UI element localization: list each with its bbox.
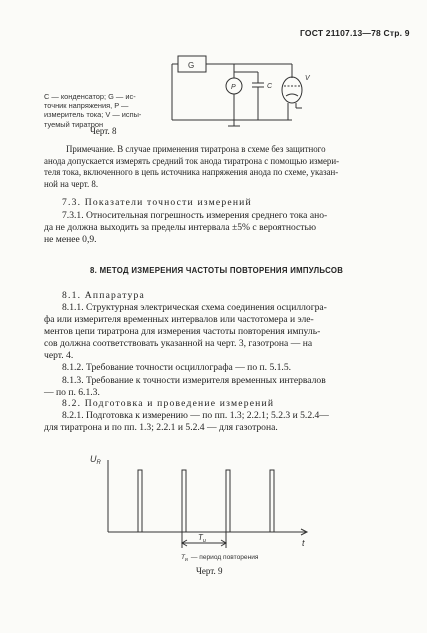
section-7-3-heading: 7.3. Показатели точности измерений xyxy=(62,197,252,208)
figure-8-circuit xyxy=(170,50,320,130)
legend-line: C — конденсатор; G — ис- xyxy=(44,92,136,101)
x-axis-label: t xyxy=(302,538,305,548)
period-label: $T_и$ xyxy=(198,533,206,544)
text-line: 7.3.1. Относительная погрешность измерения среднего тока ано- xyxy=(62,210,328,221)
legend-line: туемый тиратрон xyxy=(44,119,104,129)
text-line: да не должна выходить за пределы интервала ±5% с вероятностью xyxy=(44,222,317,234)
section-8-1-text xyxy=(44,302,327,399)
text-line: 8.1.3. Требование к точности измерителя временных интервалов xyxy=(62,374,326,386)
text-line: черт. 4. xyxy=(44,350,74,362)
text-line: — по п. 6.1.3. xyxy=(44,386,100,398)
text-line: ментов цепи тиратрона для измерения частоты повторения импуль- xyxy=(44,326,321,338)
legend-line: измеритель тока; V — испы- xyxy=(44,110,142,120)
text-line: 8.2.1. Подготовка к измерению — по пп. 1.3; 2.2.1; 5.2.3 и 5.2.4— xyxy=(62,410,329,421)
text-line: для тиратрона и по пп. 1.3; 2.2.1 и 5.2.4 — для газотрона. xyxy=(44,422,278,434)
section-7-3-text xyxy=(44,210,327,246)
thyratron-tube-symbol xyxy=(282,77,302,103)
note-line: анода допускается измерять средний ток анода тиратрона с помощью измери- xyxy=(44,155,340,166)
note-line: ной на черт. 8. xyxy=(44,178,99,189)
pulse xyxy=(270,470,274,532)
note-line: теля тока, включенного в цепь источника напряжения анода по схеме, указан- xyxy=(44,167,339,178)
text-line: сов должна соответствовать указанной на черт. 3, газотрона — на xyxy=(44,338,313,350)
cap-c-label: C xyxy=(267,83,273,90)
y-axis-label: $U_R$ xyxy=(90,454,101,466)
legend-line: точник напряжения, P — xyxy=(44,101,129,111)
text-line: фа или измерителя временных интервалов или частотомера и эле- xyxy=(44,314,314,326)
figure-9-pulse-diagram xyxy=(88,448,328,568)
section-8-2-text xyxy=(44,410,329,434)
pulse xyxy=(138,470,142,532)
text-line: не менее 0,9. xyxy=(44,234,97,246)
figure-9-caption: Черт. 9 xyxy=(196,566,223,576)
note-paragraph xyxy=(44,144,339,190)
section-8-heading: 8. МЕТОД ИЗМЕРЕНИЯ ЧАСТОТЫ ПОВТОРЕНИЯ ИМПУЛЬСОВ xyxy=(90,266,344,275)
figure-8-legend xyxy=(44,92,141,129)
page-header: ГОСТ 21107.13—78 Стр. 9 xyxy=(300,28,410,38)
pulse xyxy=(226,470,230,532)
tube-v-label: V xyxy=(305,75,310,82)
note-line: Примечание. В случае применения тиратрона в схеме без защитного xyxy=(66,144,326,154)
text-line: 8.1.1. Структурная электрическая схема соединения осциллогра- xyxy=(62,302,327,313)
pulse xyxy=(182,470,186,532)
section-8-1-heading: 8.1. Аппаратура xyxy=(62,290,145,301)
block-g-label: G xyxy=(188,61,195,70)
text-line: 8.1.2. Требование точности осциллографа — по п. 5.1.5. xyxy=(62,362,292,374)
section-8-2-heading: 8.2. Подготовка и проведение измерений xyxy=(62,398,275,409)
period-legend: $T_и$ — период повторения xyxy=(181,554,259,563)
figure-8-caption: Черт. 8 xyxy=(90,126,117,136)
meter-p-label: P xyxy=(231,84,236,91)
